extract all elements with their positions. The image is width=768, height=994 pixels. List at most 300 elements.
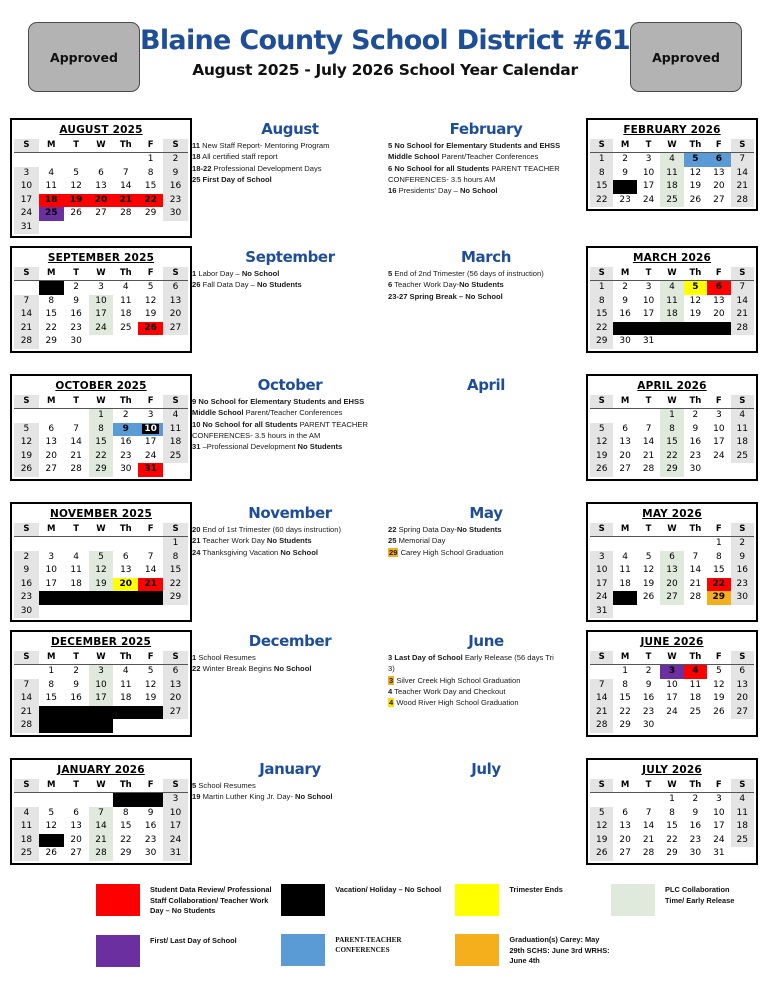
calendar-day: 18: [660, 308, 683, 322]
month-row: [10, 502, 758, 630]
calendar-day: 23: [64, 706, 89, 720]
calendar-day: 25: [660, 322, 683, 336]
calendar-day: 15: [45, 693, 57, 703]
weekday-header: T: [64, 523, 89, 537]
calendar-day: 24: [642, 194, 655, 205]
weekday-header: W: [660, 779, 683, 793]
calendar-grid: [0, 112, 768, 886]
month-notes-november: [192, 504, 388, 558]
calendar-day: 2: [731, 537, 754, 551]
calendar-day: 18: [619, 578, 631, 589]
legend-label-black: Vacation/ Holiday – No School: [335, 885, 442, 894]
calendar-day: 7: [731, 153, 754, 167]
weekday-header: W: [89, 779, 114, 793]
calendar-day: 23: [731, 578, 754, 592]
calendar-day: 9: [73, 679, 79, 690]
month-calendar-october: [10, 374, 192, 481]
month-notes-april: [388, 376, 584, 394]
calendar-day: 10: [14, 180, 39, 194]
calendar-day: 1: [39, 281, 64, 295]
calendar-day: 28: [689, 592, 702, 602]
calendar-day: 2: [645, 666, 652, 676]
calendar-day: 23: [619, 194, 631, 205]
calendar-day: 7: [147, 551, 154, 562]
month-name-heading: June: [468, 632, 504, 650]
calendar-day: 28: [642, 848, 655, 858]
calendar-day-empty: [138, 719, 163, 733]
weekday-header: T: [637, 139, 660, 153]
weekday-header: S: [590, 139, 613, 153]
weekday-header: F: [707, 395, 730, 409]
month-calendar-title: NOVEMBER 2025: [50, 508, 152, 520]
legend-label-orange: Graduation(s) Carey: May 29th SCHS: June 3rd WRHS: June 4th: [509, 935, 610, 966]
calendar-day: 17: [713, 821, 725, 831]
weekday-header: Th: [113, 267, 138, 281]
legend-label-yellow: Trimester Ends: [509, 885, 563, 894]
calendar-day: 3: [147, 410, 154, 420]
calendar-day: 27: [619, 464, 631, 474]
calendar-day: 29: [89, 463, 114, 477]
calendar-day: 17: [89, 308, 114, 322]
calendar-day: 28: [642, 464, 655, 474]
calendar-day-empty: [14, 665, 39, 679]
calendar-day: 10: [89, 295, 114, 309]
weekday-header: S: [731, 267, 754, 281]
calendar-week-row: [590, 308, 754, 322]
calendar-week-row: [14, 719, 188, 733]
calendar-day-empty: [39, 409, 64, 423]
calendar-day: 8: [660, 423, 683, 437]
weekday-header: S: [590, 779, 613, 793]
calendar-week-row: [590, 807, 754, 821]
weekday-header: S: [14, 139, 39, 153]
calendar-day: 13: [163, 295, 188, 309]
calendar-day: 31: [14, 221, 39, 235]
calendar-day-empty: [613, 605, 636, 619]
calendar-day-empty: [707, 719, 730, 733]
month-calendar-may: [586, 502, 758, 622]
calendar-day-empty: [590, 665, 613, 679]
calendar-week-row: [14, 537, 188, 551]
calendar-day: 1: [163, 537, 188, 551]
calendar-day: 23: [613, 322, 636, 336]
calendar-day: 16: [163, 180, 188, 194]
legend: [0, 878, 768, 994]
calendar-day: 19: [642, 578, 655, 589]
legend-item-blue: [281, 934, 455, 966]
calendar-day-empty: [613, 537, 636, 551]
calendar-day: 13: [713, 167, 725, 178]
calendar-day-empty: [707, 463, 730, 477]
month-note-item: 10 No School for all Students PARENT TEACHER: [192, 419, 368, 429]
legend-column-2: [281, 884, 455, 966]
calendar-day: 13: [660, 564, 683, 578]
calendar-week-row: [14, 335, 188, 349]
calendar-day: 17: [89, 692, 114, 706]
month-calendar-title: JANUARY 2026: [57, 764, 145, 776]
right-calendar-cell: [586, 118, 758, 211]
weekday-header: M: [613, 779, 636, 793]
calendar-day: 29: [45, 336, 57, 346]
calendar-week-row: [14, 281, 188, 295]
month-note-item: 6 Teacher Work Day-No Students: [388, 280, 504, 290]
month-note-item: 19 Martin Luther King Jr. Day- No School: [192, 792, 333, 802]
calendar-day: 17: [713, 437, 725, 447]
month-name-heading: January: [259, 760, 321, 778]
weekday-header: F: [138, 523, 163, 537]
calendar-day: 11: [731, 807, 754, 821]
calendar-day: 26: [590, 463, 613, 477]
calendar-day: 16: [70, 693, 82, 703]
calendar-day: 1: [590, 281, 613, 295]
weekday-header: S: [731, 395, 754, 409]
calendar-day: 2: [692, 794, 699, 804]
weekday-header: M: [613, 651, 636, 665]
calendar-day-empty: [39, 793, 64, 807]
calendar-day-empty: [113, 221, 138, 235]
calendar-day: 29: [590, 335, 613, 349]
calendar-week-row: [14, 436, 188, 450]
calendar-day: 27: [163, 706, 188, 720]
calendar-day: 9: [73, 295, 79, 306]
weekday-header: T: [637, 395, 660, 409]
calendar-day: 19: [144, 309, 157, 319]
calendar-day: 2: [138, 793, 163, 807]
calendar-week-row: [590, 591, 754, 605]
calendar-day: 11: [689, 679, 702, 690]
calendar-day: 27: [619, 848, 631, 858]
calendar-day: 4: [14, 807, 39, 821]
calendar-day: 28: [14, 335, 39, 349]
calendar-day-empty: [731, 605, 754, 619]
weekday-header: W: [89, 267, 114, 281]
calendar-day: 15: [590, 180, 613, 194]
calendar-day: 4: [660, 281, 683, 295]
calendar-day: 24: [713, 834, 725, 845]
weekday-header: M: [39, 267, 64, 281]
month-row: [10, 374, 758, 502]
calendar-week-row: [590, 335, 754, 349]
calendar-week-row: [14, 847, 188, 861]
calendar-day: 16: [613, 180, 636, 194]
calendar-week-row: [590, 295, 754, 309]
month-calendar-title: SEPTEMBER 2025: [47, 252, 155, 264]
calendar-day: 10: [713, 807, 725, 818]
calendar-day: 13: [163, 679, 188, 693]
calendar-day: 20: [89, 194, 114, 208]
month-note-item: 3): [388, 664, 395, 674]
calendar-day: 4: [48, 167, 55, 178]
calendar-day: 17: [642, 309, 655, 319]
weekday-header: Th: [113, 523, 138, 537]
calendar-day: 21: [731, 180, 754, 194]
calendar-day: 14: [14, 692, 39, 706]
calendar-day: 15: [144, 181, 157, 191]
weekday-header: F: [138, 395, 163, 409]
calendar-day: 7: [731, 281, 754, 295]
month-note-list: [388, 525, 584, 558]
weekday-header: M: [613, 523, 636, 537]
weekday-header: S: [163, 523, 188, 537]
calendar-day: 7: [692, 551, 699, 562]
weekday-header: S: [731, 779, 754, 793]
calendar-day: 2: [14, 551, 39, 565]
legend-item-purple: [96, 935, 281, 967]
calendar-day: 13: [619, 437, 631, 447]
calendar-day-empty: [14, 281, 39, 295]
calendar-day: 22: [666, 834, 678, 845]
calendar-day: 7: [14, 679, 39, 693]
calendar-day: 20: [70, 834, 82, 845]
calendar-day: 11: [163, 423, 188, 437]
calendar-day: 1: [669, 794, 675, 804]
weekday-header: T: [64, 267, 89, 281]
calendar-week-row: [590, 322, 754, 336]
month-note-list: [388, 653, 584, 709]
calendar-day: 19: [14, 450, 39, 464]
calendar-day: 15: [660, 436, 683, 450]
calendar-day-empty: [731, 847, 754, 861]
calendar-day-empty: [637, 793, 660, 807]
weekday-header: Th: [684, 395, 707, 409]
calendar-day: 22: [619, 706, 631, 717]
calendar-day-empty: [637, 537, 660, 551]
weekday-header: W: [89, 139, 114, 153]
weekday-header: Th: [684, 651, 707, 665]
calendar-day-empty: [64, 537, 89, 551]
calendar-day: 22: [138, 194, 163, 208]
calendar-day: 11: [731, 423, 754, 437]
weekday-header: W: [660, 651, 683, 665]
calendar-week-row: [590, 463, 754, 477]
weekday-header: M: [39, 651, 64, 665]
page-subtitle: August 2025 - July 2026 School Year Calendar: [192, 60, 578, 79]
calendar-day: 30: [163, 207, 188, 221]
calendar-week-row: [590, 578, 754, 592]
month-note-item: 6 No School for all Students PARENT TEACHER: [388, 163, 560, 173]
calendar-day: 6: [707, 153, 730, 167]
calendar-day-empty: [89, 793, 114, 807]
calendar-day: 18: [14, 834, 39, 848]
weekday-header: Th: [684, 267, 707, 281]
calendar-day: 28: [731, 194, 754, 208]
legend-swatch-red: [96, 884, 140, 916]
weekday-header: Th: [113, 139, 138, 153]
legend-swatch-green: [611, 884, 655, 916]
weekday-header: T: [64, 139, 89, 153]
legend-column-1: [96, 884, 281, 967]
calendar-day: 15: [89, 436, 114, 450]
month-note-item: 5 End of 2nd Trimester (56 days of instruction): [388, 269, 544, 278]
calendar-day: 22: [163, 578, 188, 592]
calendar-day: 10: [138, 423, 163, 437]
calendar-day: 9: [622, 295, 628, 306]
weekday-header: M: [39, 139, 64, 153]
weekday-header: F: [707, 779, 730, 793]
calendar-day: 5: [147, 666, 154, 676]
left-notes-cell: [192, 758, 388, 804]
calendar-day: 31: [163, 847, 188, 861]
calendar-day: 22: [590, 322, 613, 336]
calendar-day: 5: [684, 281, 707, 295]
left-calendar-cell: [10, 758, 192, 865]
calendar-day: 30: [14, 605, 39, 619]
calendar-day-empty: [590, 793, 613, 807]
month-note-item: 5 School Resumes: [192, 781, 256, 790]
weekday-header: W: [660, 267, 683, 281]
right-notes-cell: [388, 630, 584, 709]
calendar-day: 23: [70, 322, 82, 333]
calendar-day: 14: [14, 308, 39, 322]
calendar-day: 24: [89, 706, 114, 720]
legend-label-purple: First/ Last Day of School: [150, 936, 237, 946]
month-calendar-december: [10, 630, 192, 737]
calendar-day: 30: [619, 336, 631, 346]
calendar-day: 18: [39, 194, 64, 208]
calendar-week-row: [14, 153, 188, 167]
calendar-day: 22: [120, 834, 132, 845]
calendar-day: 10: [666, 679, 678, 690]
calendar-day-empty: [89, 605, 114, 619]
weekday-header: S: [163, 651, 188, 665]
calendar-day: 25: [689, 706, 702, 717]
calendar-week-row: [590, 423, 754, 437]
calendar-day: 14: [642, 821, 655, 831]
calendar-week-row: [590, 793, 754, 807]
calendar-week-row: [590, 605, 754, 619]
calendar-day: 28: [590, 719, 613, 733]
calendar-day: 1: [660, 409, 683, 423]
month-calendar-title: JULY 2026: [642, 764, 702, 776]
calendar-day: 12: [689, 295, 702, 306]
calendar-week-row: [14, 551, 188, 565]
calendar-week-row: [14, 591, 188, 605]
calendar-day: 8: [48, 679, 55, 690]
calendar-day-empty: [113, 719, 138, 733]
calendar-day: 6: [98, 167, 104, 178]
calendar-day: 19: [64, 194, 89, 208]
calendar-day: 4: [731, 409, 754, 423]
calendar-day: 23: [163, 194, 188, 208]
calendar-day: 3: [660, 665, 683, 679]
calendar-day: 20: [45, 450, 57, 461]
month-note-list: [192, 397, 388, 453]
calendar-day-empty: [590, 537, 613, 551]
calendar-day: 14: [731, 295, 754, 309]
calendar-day-empty: [39, 221, 64, 235]
calendar-day: 16: [619, 309, 631, 319]
month-row: [10, 246, 758, 374]
month-name-heading: November: [248, 504, 332, 522]
calendar-day: 23: [689, 834, 702, 845]
legend-item-green: [611, 884, 750, 916]
calendar-day: 24: [666, 706, 678, 717]
calendar-day: 1: [715, 538, 722, 548]
weekday-header: F: [138, 139, 163, 153]
calendar-week-row: [14, 409, 188, 423]
calendar-day: 29: [707, 591, 730, 605]
calendar-day-empty: [113, 537, 138, 551]
calendar-day: 1: [622, 666, 628, 676]
month-note-item: 25 First Day of School: [192, 174, 272, 184]
month-row: [10, 758, 758, 886]
calendar-day: 19: [713, 693, 725, 703]
calendar-day: 12: [144, 679, 157, 690]
calendar-week-row: [14, 295, 188, 309]
calendar-day: 17: [642, 181, 655, 191]
calendar-day-empty: [731, 335, 754, 349]
calendar-day: 6: [163, 665, 188, 679]
month-note-item: 22 Winter Break Begins No School: [192, 664, 312, 674]
month-note-list: [192, 653, 388, 675]
month-note-item: 4 Wood River High School Graduation: [389, 698, 519, 708]
calendar-day: 19: [590, 834, 613, 848]
calendar-day: 20: [619, 834, 631, 845]
calendar-day-empty: [64, 221, 89, 235]
calendar-day: 2: [692, 410, 699, 420]
legend-column-3: [455, 884, 611, 967]
month-note-list: [192, 781, 388, 803]
calendar-day: 15: [120, 821, 132, 831]
month-note-list: [192, 269, 388, 291]
calendar-day: 17: [14, 194, 39, 208]
weekday-header: Th: [684, 139, 707, 153]
calendar-day: 9: [731, 551, 754, 565]
legend-label-red: Student Data Review/ Professional Staff Collaboration/ Teacher Work Day – No Students: [150, 885, 272, 916]
calendar-day: 1: [147, 154, 154, 164]
calendar-day: 7: [645, 807, 652, 818]
calendar-day-empty: [64, 153, 89, 167]
calendar-day: 11: [14, 820, 39, 834]
right-calendar-cell: [586, 502, 758, 622]
calendar-day-empty: [637, 409, 660, 423]
calendar-day: 17: [666, 693, 678, 703]
weekday-header: S: [163, 139, 188, 153]
calendar-day: 8: [622, 679, 628, 690]
calendar-day: 16: [689, 437, 702, 447]
calendar-day: 24: [590, 591, 613, 605]
weekday-header: F: [707, 651, 730, 665]
calendar-day: 3: [163, 793, 188, 807]
month-calendar-april: [586, 374, 758, 481]
calendar-day-empty: [684, 719, 707, 733]
calendar-day: 5: [645, 551, 652, 562]
month-calendar-march: [586, 246, 758, 353]
calendar-day-empty: [14, 153, 39, 167]
calendar-day-empty: [14, 537, 39, 551]
calendar-day: 27: [45, 464, 57, 474]
calendar-week-row: [14, 450, 188, 464]
calendar-day-empty: [163, 221, 188, 235]
calendar-day: 5: [684, 153, 707, 167]
month-calendar-title: DECEMBER 2025: [51, 636, 151, 648]
calendar-day: 25: [120, 322, 132, 333]
legend-column-4: [611, 884, 750, 916]
calendar-day: 3: [715, 794, 722, 804]
weekday-header: F: [138, 651, 163, 665]
calendar-day: 15: [713, 565, 725, 575]
calendar-day-empty: [707, 335, 730, 349]
calendar-day: 10: [713, 423, 725, 434]
calendar-day: 7: [122, 167, 129, 178]
calendar-day-empty: [731, 463, 754, 477]
calendar-day: 22: [660, 450, 683, 464]
calendar-day: 3: [645, 154, 652, 164]
calendar-day: 20: [619, 450, 631, 461]
calendar-day: 4: [122, 666, 129, 676]
calendar-day-empty: [64, 605, 89, 619]
month-notes-august: [192, 120, 388, 186]
